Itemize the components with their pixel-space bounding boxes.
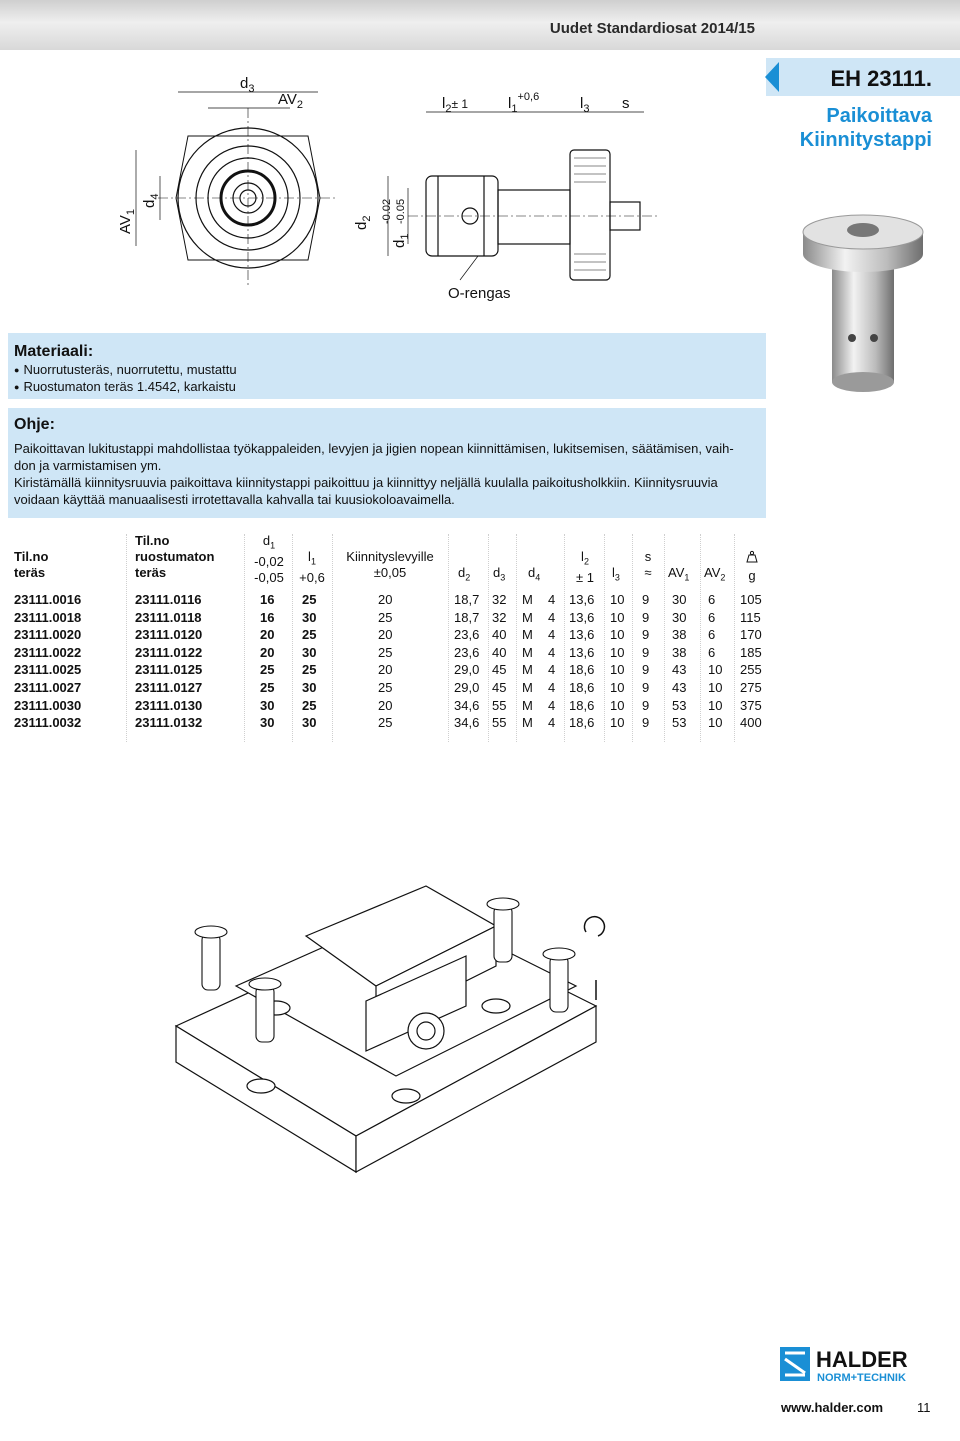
col-s-approx: ≈ xyxy=(644,565,652,580)
halder-logo xyxy=(780,1345,932,1385)
cell-d4b: 4 xyxy=(548,715,556,731)
cell-d1: 30 xyxy=(260,697,275,713)
cell-s: 9 xyxy=(642,662,650,678)
col-l2-header xyxy=(570,549,600,586)
svg-text:d2 xyxy=(353,216,373,230)
note-panel xyxy=(8,408,766,518)
cell-l2: 18,6 xyxy=(569,662,595,678)
cell-d4b: 4 xyxy=(548,644,556,660)
product-code-tag xyxy=(766,58,960,96)
tag-arrow-icon xyxy=(765,62,779,92)
cell-d4b: 4 xyxy=(548,680,556,695)
dim-av1: AV xyxy=(117,215,134,234)
logo-name: HALDER xyxy=(816,1347,908,1372)
cell-s: 9 xyxy=(642,715,650,731)
col-l1-label: l xyxy=(308,549,311,564)
cell-d4: M xyxy=(522,644,533,660)
cell-plate: 25 xyxy=(378,644,393,660)
col-stainless-header-line3: teräs xyxy=(135,565,167,580)
cell-d3: 40 xyxy=(492,644,507,660)
cell-l1: 30 xyxy=(302,680,317,695)
cell-l2: 18,6 xyxy=(569,715,595,731)
dim-l1: l xyxy=(508,95,512,112)
cell-d3: 55 xyxy=(492,697,507,713)
table-row xyxy=(8,698,766,715)
col-s-header xyxy=(641,549,655,581)
cell-l2: 13,6 xyxy=(569,644,595,660)
dim-d3: d xyxy=(240,75,249,92)
col-av2-label: AV xyxy=(704,565,721,580)
cell-steel: 23111.0027 xyxy=(14,680,82,695)
material-heading: Materiaali: xyxy=(14,343,94,360)
dim-l1-sub: 1 xyxy=(511,103,518,115)
dim-d1-sub: 1 xyxy=(399,233,411,240)
col-stainless-header-line2: ruostumaton xyxy=(135,549,215,564)
header-title: Uudet Standardiosat 2014/15 xyxy=(549,20,755,37)
col-steel-header xyxy=(14,549,48,581)
cell-l3: 10 xyxy=(610,662,625,678)
dim-d1: d xyxy=(391,239,408,248)
cell-stainless: 23111.0116 xyxy=(135,592,202,607)
col-l3-header xyxy=(612,565,620,586)
col-weight-label: g xyxy=(748,568,756,583)
col-av1-label: AV xyxy=(668,565,685,580)
cell-l3: 10 xyxy=(610,715,625,731)
dim-d1-tol-a: -0.02 xyxy=(381,198,393,224)
col-l2-label: l xyxy=(581,549,584,564)
cell-l3: 10 xyxy=(610,592,625,607)
dim-av1-sub: 1 xyxy=(125,208,137,216)
cell-d3: 32 xyxy=(492,609,507,625)
col-d2-header xyxy=(458,565,470,586)
cell-plate: 20 xyxy=(378,697,393,713)
dim-l2-tol: ± 1 xyxy=(451,97,469,111)
cell-s: 9 xyxy=(642,697,650,713)
cell-av2: 6 xyxy=(708,592,716,607)
cell-steel: 23111.0025 xyxy=(14,662,82,678)
col-l1-header xyxy=(296,549,328,586)
svg-text:d4 xyxy=(141,194,161,208)
cell-d2: 23,6 xyxy=(454,644,480,660)
col-d4-sub: 4 xyxy=(535,572,541,583)
col-d1-tol-b: -0,05 xyxy=(254,569,284,585)
cell-g: 375 xyxy=(740,697,762,713)
note-text xyxy=(14,440,764,508)
col-l2-tol: ± 1 xyxy=(576,569,594,585)
cell-d1: 20 xyxy=(260,644,275,660)
cell-av1: 43 xyxy=(672,680,687,695)
col-plate-label: Kiinnityslevyille xyxy=(346,549,434,564)
cell-g: 170 xyxy=(740,627,762,643)
cell-d3: 45 xyxy=(492,680,507,695)
cell-g: 105 xyxy=(740,592,762,607)
dim-l3-sub: 3 xyxy=(583,103,590,115)
cell-d4: M xyxy=(522,697,533,713)
cell-d2: 34,6 xyxy=(454,715,480,731)
product-name-line1: Paikoittava xyxy=(826,105,932,127)
table-row xyxy=(8,627,766,644)
col-s-label: s xyxy=(644,549,652,564)
dim-l3: l xyxy=(580,95,584,112)
cell-g: 115 xyxy=(740,609,761,625)
col-av1-header xyxy=(668,565,689,586)
cell-d4b: 4 xyxy=(548,609,556,625)
cell-d3: 32 xyxy=(492,592,507,607)
note-line: voidaan käyttää manuaalisesti irrotettavalla kahvalla tai kuusiokoloavaimella. xyxy=(14,492,455,507)
cell-d1: 25 xyxy=(260,680,275,695)
cell-stainless: 23111.0120 xyxy=(135,627,203,643)
oring-label: O-rengas xyxy=(448,285,511,302)
cell-stainless: 23111.0122 xyxy=(135,644,203,660)
cell-d2: 29,0 xyxy=(454,662,480,678)
cell-plate: 25 xyxy=(378,609,393,625)
cell-d3: 45 xyxy=(492,662,507,678)
col-d1-header xyxy=(253,533,285,586)
cell-plate: 20 xyxy=(378,592,393,607)
svg-text:l1+0,6 xyxy=(508,91,539,115)
cell-steel: 23111.0016 xyxy=(14,592,82,607)
footer-url[interactable]: www.halder.com xyxy=(781,1400,884,1415)
cell-av1: 53 xyxy=(672,697,687,713)
dim-d2-sub: 2 xyxy=(361,215,373,222)
col-d4-label: d xyxy=(528,565,536,580)
col-stainless-header-line1: Til.no xyxy=(135,533,170,548)
product-photo xyxy=(786,212,958,400)
cell-l2: 13,6 xyxy=(569,627,595,643)
cell-stainless: 23111.0127 xyxy=(135,680,203,695)
cell-l1: 30 xyxy=(302,609,317,625)
col-av1-sub: 1 xyxy=(684,572,690,583)
col-d4-header xyxy=(528,565,540,586)
page-number: 11 xyxy=(917,1400,931,1415)
logo-tagline: NORM+TECHNIK xyxy=(817,1372,906,1384)
col-d3-label: d xyxy=(493,565,501,580)
col-steel-header-line1: Til.no xyxy=(14,549,49,564)
note-line: Paikoittavan lukitustappi mahdollistaa työkappaleiden, levyjen ja jigien nopean kiinnittämisen, lukitsemisen, säätämisen, vaih- xyxy=(14,441,734,456)
cell-av1: 30 xyxy=(672,609,687,625)
cell-steel: 23111.0018 xyxy=(14,609,82,625)
cell-plate: 20 xyxy=(378,627,393,643)
cell-l3: 10 xyxy=(610,697,625,713)
cell-l2: 18,6 xyxy=(569,697,595,713)
col-av2-sub: 2 xyxy=(720,572,726,583)
cell-d3: 40 xyxy=(492,627,507,643)
cell-d4: M xyxy=(522,715,533,731)
cell-steel: 23111.0022 xyxy=(14,644,82,660)
cell-plate: 20 xyxy=(378,662,393,678)
cell-d1: 16 xyxy=(260,609,275,625)
dimension-table xyxy=(8,528,766,742)
cell-av1: 38 xyxy=(672,644,687,660)
cell-d1: 25 xyxy=(260,662,275,678)
dim-l1-tol: +0,6 xyxy=(517,91,540,103)
col-plate-tol: ±0,05 xyxy=(373,565,407,580)
product-code: EH 23111. xyxy=(830,66,932,91)
cell-d1: 30 xyxy=(260,715,275,731)
cell-l1: 30 xyxy=(302,715,317,731)
cell-d4: M xyxy=(522,609,533,625)
cell-steel: 23111.0032 xyxy=(14,715,82,731)
cell-l3: 10 xyxy=(610,609,625,625)
cell-plate: 25 xyxy=(378,715,393,731)
table-row xyxy=(8,662,766,679)
cell-stainless: 23111.0130 xyxy=(135,697,203,713)
cell-av2: 6 xyxy=(708,609,716,625)
cell-l2: 13,6 xyxy=(569,592,595,607)
cell-plate: 25 xyxy=(378,680,393,695)
col-steel-header-line2: teräs xyxy=(14,565,46,580)
cell-d1: 20 xyxy=(260,627,275,643)
col-d3-sub: 3 xyxy=(500,572,506,583)
note-line: Kiristämällä kiinnitysruuvia paikoittava kiinnitystappi paikoittuu ja kiinnittyy neljällä kuulalla paikoitusholkkiin. Kiinnitysruuvia xyxy=(14,475,718,490)
cell-s: 9 xyxy=(642,644,650,660)
cell-stainless: 23111.0118 xyxy=(135,609,202,625)
col-plate-header xyxy=(338,549,442,581)
col-l2-sub: 2 xyxy=(583,556,589,567)
col-l3-sub: 3 xyxy=(614,572,620,583)
dim-av2: AV xyxy=(278,91,297,108)
cell-av2: 10 xyxy=(708,697,723,713)
cell-g: 255 xyxy=(740,662,762,678)
col-l3-label: l xyxy=(612,565,615,580)
cell-d4b: 4 xyxy=(548,662,556,678)
cell-av2: 10 xyxy=(708,715,723,731)
mounting-illustration xyxy=(166,876,624,1178)
col-d1-tol-a: -0,02 xyxy=(254,553,284,569)
product-name-line2: Kiinnitystappi xyxy=(799,129,932,151)
col-d2-label: d xyxy=(458,565,466,580)
cell-stainless: 23111.0132 xyxy=(135,715,203,731)
material-panel xyxy=(8,333,766,399)
weight-icon xyxy=(745,550,759,564)
col-d2-sub: 2 xyxy=(465,572,471,583)
table-row xyxy=(8,592,766,609)
table-row xyxy=(8,610,766,627)
dim-d4-sub: 4 xyxy=(149,193,161,200)
dim-av2-sub: 2 xyxy=(296,99,304,111)
technical-drawing xyxy=(8,58,766,330)
cell-d3: 55 xyxy=(492,715,507,731)
cell-d4b: 4 xyxy=(548,697,556,713)
cell-stainless: 23111.0125 xyxy=(135,662,203,678)
cell-d2: 18,7 xyxy=(454,609,480,625)
dim-d2: d xyxy=(353,221,370,230)
col-d1-sub: 1 xyxy=(270,540,276,551)
dim-l2: l xyxy=(442,95,446,112)
cell-l3: 10 xyxy=(610,680,625,695)
col-av2-header xyxy=(704,565,725,586)
note-line: don ja varmistamisen ym. xyxy=(14,458,162,473)
cell-s: 9 xyxy=(642,592,650,607)
header-bar xyxy=(0,0,960,50)
col-stainless-header xyxy=(135,533,214,581)
cell-steel: 23111.0030 xyxy=(14,697,82,713)
cell-l2: 18,6 xyxy=(569,680,595,695)
cell-s: 9 xyxy=(642,680,650,695)
table-row xyxy=(8,645,766,662)
cell-d4b: 4 xyxy=(548,627,556,643)
cell-d4: M xyxy=(522,592,533,607)
cell-l3: 10 xyxy=(610,627,625,643)
cell-g: 400 xyxy=(740,715,762,731)
cell-av1: 30 xyxy=(672,592,687,607)
dim-l2-sub: 2 xyxy=(445,103,452,115)
cell-d2: 18,7 xyxy=(454,592,480,607)
cell-g: 275 xyxy=(740,680,762,695)
dim-s: s xyxy=(622,95,630,112)
cell-l1: 25 xyxy=(302,662,317,678)
col-l1-sub: 1 xyxy=(310,556,316,567)
material-item: ● Nuorrutusteräs, nuorrutettu, mustattu xyxy=(14,361,237,380)
dim-d4: d xyxy=(141,199,158,208)
cell-d2: 29,0 xyxy=(454,680,480,695)
cell-d4: M xyxy=(522,680,533,695)
cell-av1: 38 xyxy=(672,627,687,643)
table-row xyxy=(8,715,766,732)
cell-l1: 25 xyxy=(302,627,317,643)
cell-av1: 43 xyxy=(672,662,687,678)
col-d1-label: d xyxy=(262,533,271,548)
rotate-icon xyxy=(584,917,604,936)
cell-d1: 16 xyxy=(260,592,275,607)
cell-d4: M xyxy=(522,627,533,643)
product-name xyxy=(800,104,932,152)
cell-l3: 10 xyxy=(610,644,625,660)
cell-av2: 6 xyxy=(708,644,716,660)
cell-av2: 10 xyxy=(708,680,723,695)
cell-av2: 6 xyxy=(708,627,716,643)
cell-steel: 23111.0020 xyxy=(14,627,82,643)
col-l1-tol: +0,6 xyxy=(299,569,325,585)
cell-d2: 34,6 xyxy=(454,697,480,713)
cell-s: 9 xyxy=(642,627,650,643)
cell-av1: 53 xyxy=(672,715,687,731)
material-item: ● Ruostumaton teräs 1.4542, karkaistu xyxy=(14,378,236,397)
cell-l2: 13,6 xyxy=(569,609,595,625)
col-d3-header xyxy=(493,565,505,586)
svg-text:AV1 xyxy=(117,209,137,234)
col-weight-header xyxy=(742,550,762,584)
cell-l1: 25 xyxy=(302,697,317,713)
dim-d1-tol-b: -0.05 xyxy=(395,198,407,224)
cell-l1: 25 xyxy=(302,592,317,607)
cell-s: 9 xyxy=(642,609,650,625)
table-row xyxy=(8,680,766,697)
cell-d4: M xyxy=(522,662,533,678)
cell-l1: 30 xyxy=(302,644,317,660)
cell-g: 185 xyxy=(740,644,762,660)
dim-d3-sub: 3 xyxy=(248,83,255,95)
cell-d4b: 4 xyxy=(548,592,556,607)
cell-d2: 23,6 xyxy=(454,627,480,643)
note-heading: Ohje: xyxy=(14,416,55,433)
cell-av2: 10 xyxy=(708,662,723,678)
